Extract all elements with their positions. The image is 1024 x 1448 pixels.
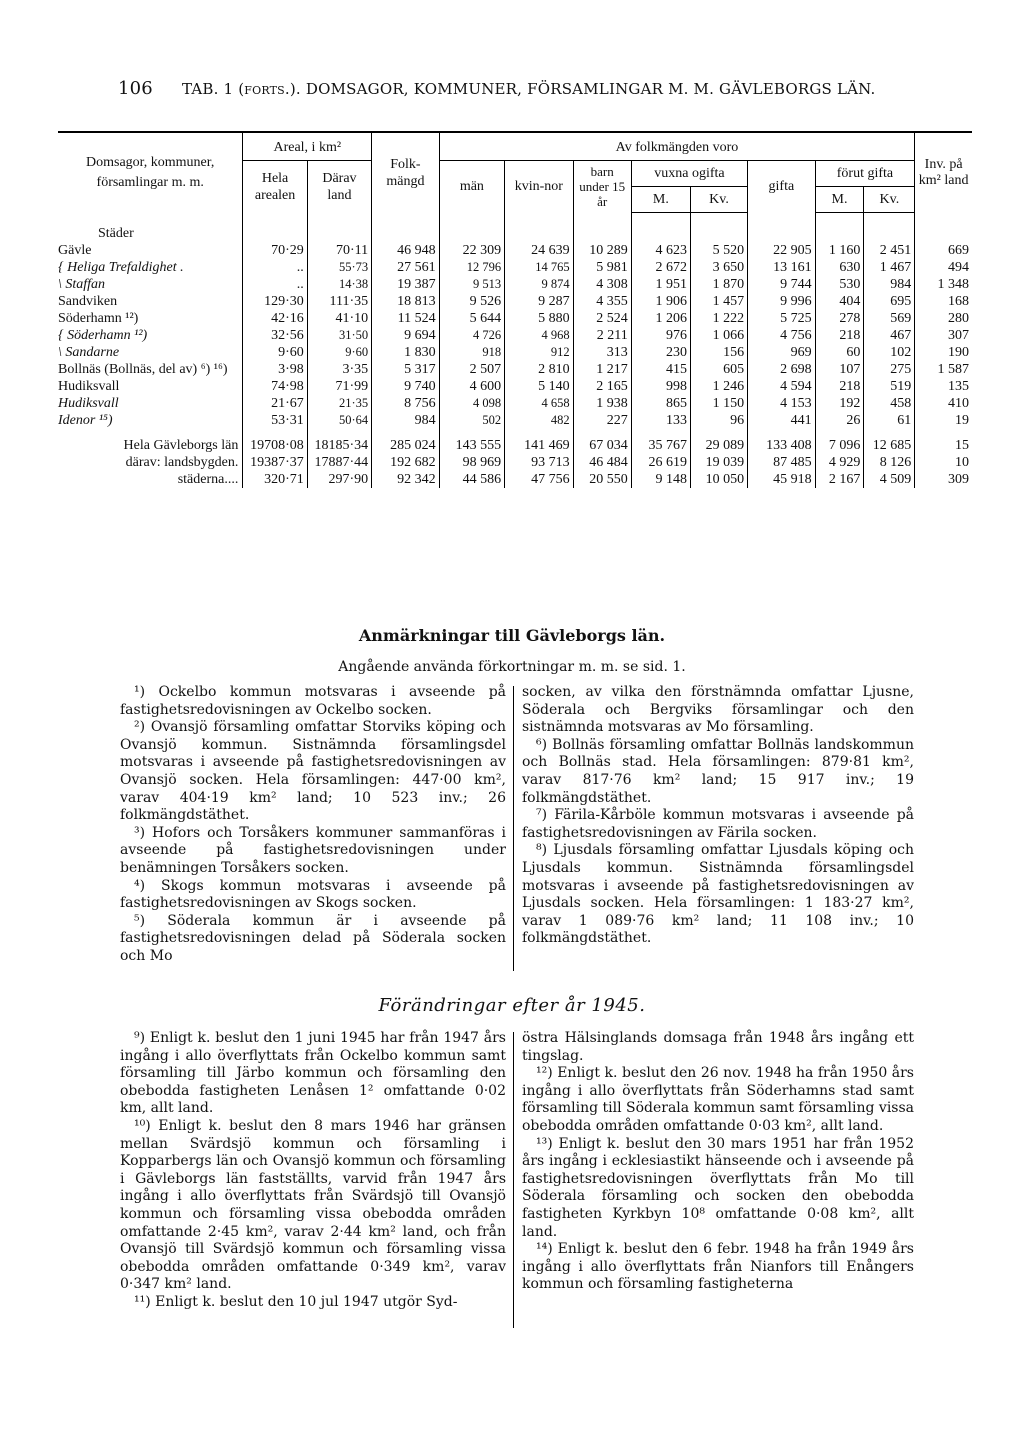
row-value: 320·71 bbox=[243, 471, 307, 488]
table-row bbox=[58, 412, 972, 429]
row-name: därav: landsbygden. bbox=[125, 454, 239, 470]
row-value: 569 bbox=[864, 310, 915, 327]
row-value: 10 050 bbox=[690, 471, 747, 488]
section-row bbox=[58, 213, 972, 242]
row-value: 1 246 bbox=[690, 378, 747, 395]
col-av-folkmangden: Av folkmängden voro bbox=[439, 132, 915, 161]
col-barn: barn under 15 år bbox=[573, 161, 631, 213]
total-row bbox=[58, 429, 972, 454]
row-value: 24 639 bbox=[505, 242, 574, 259]
population-table bbox=[58, 131, 972, 488]
row-value: 111·35 bbox=[307, 293, 371, 310]
notes-right-column bbox=[522, 684, 914, 948]
row-name: \ Staffan bbox=[58, 276, 106, 292]
row-value: 87 485 bbox=[748, 454, 816, 471]
row-value: 19 387 bbox=[372, 276, 440, 293]
row-value: 53·31 bbox=[243, 412, 307, 429]
row-name: städerna.... bbox=[177, 471, 239, 487]
row-value: 2 451 bbox=[864, 242, 915, 259]
row-name: Söderhamn ¹²) bbox=[58, 310, 139, 326]
row-value: 494 bbox=[915, 259, 972, 276]
notes-left-column bbox=[120, 684, 506, 966]
row-value: 4 929 bbox=[815, 454, 864, 471]
change-11-cont: östra Hälsinglands domsaga från 1948 års ingång ett tingslag. bbox=[522, 1030, 914, 1064]
note-3: ³) Hofors och Torsåkers kommuner sammanföras i avseende på fastighetsredovisningen under benämningen Torsåkers socken. bbox=[120, 824, 506, 876]
row-value: 135 bbox=[915, 378, 972, 395]
row-value: 1 206 bbox=[631, 310, 690, 327]
row-value: 4 623 bbox=[631, 242, 690, 259]
row-value: 9 526 bbox=[439, 293, 504, 310]
col-man: män bbox=[439, 161, 504, 213]
row-value: 17887·44 bbox=[307, 454, 371, 471]
row-value: 31·50 bbox=[307, 327, 371, 344]
col-areal: Areal, i km² bbox=[243, 132, 372, 161]
row-value: 192 bbox=[815, 395, 864, 412]
row-value: 67 034 bbox=[573, 429, 631, 454]
row-value: 133 bbox=[631, 412, 690, 429]
row-value: 4 968 bbox=[505, 327, 574, 344]
row-value: 102 bbox=[864, 344, 915, 361]
table-row bbox=[58, 293, 972, 310]
note-5: ⁵) Söderala kommun är i avseende på fastighetsredovisningen delad på Söderala socken och Mo bbox=[120, 912, 506, 964]
row-value: 912 bbox=[505, 344, 574, 361]
row-value: 9 996 bbox=[748, 293, 816, 310]
row-value: 46 484 bbox=[573, 454, 631, 471]
row-value: 2 165 bbox=[573, 378, 631, 395]
row-value: 133 408 bbox=[748, 429, 816, 454]
row-value: 70·29 bbox=[243, 242, 307, 259]
section-label: Städer bbox=[98, 225, 134, 241]
row-value: 11 524 bbox=[372, 310, 440, 327]
note-7: ⁷) Färila-Kårböle kommun motsvaras i avseende på fastighetsredovisningen av Färila socken. bbox=[522, 807, 914, 841]
note-6: ⁶) Bollnäs församling omfattar Bollnäs landskommun och Bollnäs stad. Hela församlingen: 879·81 km², varav 817·76 km² land; 15 917 inv.; 19 folkmängdstäthet. bbox=[522, 736, 914, 806]
row-value: 4 600 bbox=[439, 378, 504, 395]
row-value: 9 694 bbox=[372, 327, 440, 344]
table-row bbox=[58, 361, 972, 378]
row-value: 44 586 bbox=[439, 471, 504, 488]
row-value: 3·98 bbox=[243, 361, 307, 378]
row-value: 192 682 bbox=[372, 454, 440, 471]
row-value: 96 bbox=[690, 412, 747, 429]
note-5-cont: socken, av vilka den förstnämnda omfattar Ljusne, Söderala och Bergviks församlingar och den sistnämnda motsvaras av Mo församling. bbox=[522, 684, 914, 736]
row-value: 2 672 bbox=[631, 259, 690, 276]
row-value: 10 289 bbox=[573, 242, 631, 259]
table-row bbox=[58, 344, 972, 361]
change-13: ¹³) Enligt k. beslut den 30 mars 1951 har från 1952 års ingång i ecklesiastikt hänseende och i avseende på fastighetsredovisningen överflyttats från Mo till Söderala församling och socken den obebodda fastigheten Kyrkbyn 10⁸ omfattande 0·08 km², allt land. bbox=[522, 1135, 914, 1240]
row-value: 969 bbox=[748, 344, 816, 361]
col-forut-kv: Kv. bbox=[864, 187, 915, 213]
row-value: 19708·08 bbox=[243, 429, 307, 454]
row-value: 45 918 bbox=[748, 471, 816, 488]
row-value: 8 126 bbox=[864, 454, 915, 471]
row-value: 46 948 bbox=[372, 242, 440, 259]
note-8: ⁸) Ljusdals församling omfattar Ljusdals köping och Ljusdals kommun. Sistnämnda församlingsdel motsvaras i avseende på fastighetsredovisningen av Ljusdals socken. Hela församlingen: 1 183·27 km², varav 1 089·76 km² land; 11 108 inv.; 10 folkmängdstäthet. bbox=[522, 842, 914, 947]
col-hela: Hela arealen bbox=[243, 161, 307, 213]
row-value: 92 342 bbox=[372, 471, 440, 488]
row-value: 21·67 bbox=[243, 395, 307, 412]
total-row bbox=[58, 471, 972, 488]
row-value: 18185·34 bbox=[307, 429, 371, 454]
table-body bbox=[58, 213, 972, 488]
row-value: 190 bbox=[915, 344, 972, 361]
row-value: 227 bbox=[573, 412, 631, 429]
row-name: Sandviken bbox=[58, 293, 118, 309]
row-value: 9·60 bbox=[243, 344, 307, 361]
row-name: Hudiksvall bbox=[58, 378, 120, 394]
row-value: 5 880 bbox=[505, 310, 574, 327]
total-row bbox=[58, 454, 972, 471]
row-value: 70·11 bbox=[307, 242, 371, 259]
row-value: 280 bbox=[915, 310, 972, 327]
row-name: Bollnäs (Bollnäs, del av) ⁶) ¹⁶) bbox=[58, 361, 228, 377]
row-value: 41·10 bbox=[307, 310, 371, 327]
change-10: ¹⁰) Enligt k. beslut den 8 mars 1946 har gränsen mellan Svärdsjö kommun och församling i Kopparbergs län och Ovansjö kommun och församling i Gävleborgs län fastställts, varvid från 1947 års ingång i allo överflyttats från Svärdsjö till Ovansjö kommun och församling vissa obebodda områden omfattande 2·45 km², varav 2·44 km² land, och från Ovansjö till Svärdsjö kommun och församling vissa obebodda områden omfattande 0·349 km², varav 0·347 km² land. bbox=[120, 1117, 506, 1293]
change-11: ¹¹) Enligt k. beslut den 10 jul 1947 utgör Syd- bbox=[134, 1293, 458, 1310]
row-value: 20 550 bbox=[573, 471, 631, 488]
row-value: 230 bbox=[631, 344, 690, 361]
table-head bbox=[58, 132, 972, 213]
row-value: 313 bbox=[573, 344, 631, 361]
row-value: 467 bbox=[864, 327, 915, 344]
row-value: 26 619 bbox=[631, 454, 690, 471]
row-value: 14 765 bbox=[505, 259, 574, 276]
col-vuxna-kv: Kv. bbox=[690, 187, 747, 213]
row-name: Hela Gävleborgs län bbox=[123, 437, 239, 453]
page-header bbox=[118, 78, 918, 99]
row-value: 9 740 bbox=[372, 378, 440, 395]
row-value: 15 bbox=[915, 429, 972, 454]
col-folkmangd: Folk-mängd bbox=[372, 132, 440, 213]
row-value: 2 810 bbox=[505, 361, 574, 378]
row-value: 1 066 bbox=[690, 327, 747, 344]
row-value: 1 150 bbox=[690, 395, 747, 412]
col-kvinnor: kvin-nor bbox=[505, 161, 574, 213]
row-value: 4 658 bbox=[505, 395, 574, 412]
row-value: 93 713 bbox=[505, 454, 574, 471]
row-value: 1 938 bbox=[573, 395, 631, 412]
note-2: ²) Ovansjö församling omfattar Storviks köping och Ovansjö kommun. Sistnämnda församlingsdel motsvaras i avseende på fastighetsredovisningen av Ovansjö socken. Hela församlingen: 447·00 km², varav 404·19 km² land; 10 523 inv.; 26 folkmängdstäthet. bbox=[120, 719, 506, 824]
row-value: 307 bbox=[915, 327, 972, 344]
row-value: 60 bbox=[815, 344, 864, 361]
row-value: 458 bbox=[864, 395, 915, 412]
row-value: 21·35 bbox=[307, 395, 371, 412]
row-value: 12 796 bbox=[439, 259, 504, 276]
row-value: 71·99 bbox=[307, 378, 371, 395]
row-value: 297·90 bbox=[307, 471, 371, 488]
row-value: 35 767 bbox=[631, 429, 690, 454]
row-value: 22 905 bbox=[748, 242, 816, 259]
row-value: 9 287 bbox=[505, 293, 574, 310]
col-darav: Därav land bbox=[307, 161, 371, 213]
row-value: 8 756 bbox=[372, 395, 440, 412]
row-name: { Heliga Trefaldighet . bbox=[58, 259, 184, 275]
row-value: 2 524 bbox=[573, 310, 631, 327]
row-value: 9 513 bbox=[439, 276, 504, 293]
row-name: Idenor ¹⁵) bbox=[58, 412, 113, 428]
row-name: { Söderhamn ¹²) bbox=[58, 327, 148, 343]
row-value: 984 bbox=[372, 412, 440, 429]
row-value: 519 bbox=[864, 378, 915, 395]
row-value: 669 bbox=[915, 242, 972, 259]
row-value: 5 140 bbox=[505, 378, 574, 395]
row-value: 5 644 bbox=[439, 310, 504, 327]
row-value: 4 308 bbox=[573, 276, 631, 293]
row-value: 18 813 bbox=[372, 293, 440, 310]
row-value: 42·16 bbox=[243, 310, 307, 327]
row-value: 26 bbox=[815, 412, 864, 429]
row-value: 482 bbox=[505, 412, 574, 429]
row-value: 19 bbox=[915, 412, 972, 429]
row-value: 976 bbox=[631, 327, 690, 344]
row-value: 19387·37 bbox=[243, 454, 307, 471]
row-value: 1 951 bbox=[631, 276, 690, 293]
row-value: 98 969 bbox=[439, 454, 504, 471]
row-value: 10 bbox=[915, 454, 972, 471]
row-value: 1 906 bbox=[631, 293, 690, 310]
row-value: 5 981 bbox=[573, 259, 631, 276]
row-value: 4 355 bbox=[573, 293, 631, 310]
row-value: 2 211 bbox=[573, 327, 631, 344]
page-number: 106 bbox=[118, 78, 153, 99]
row-value: 50·64 bbox=[307, 412, 371, 429]
row-value: 4 594 bbox=[748, 378, 816, 395]
col-gifta: gifta bbox=[748, 161, 816, 213]
notes-title: Anmärkningar till Gävleborgs län. bbox=[358, 626, 666, 645]
row-value: 1 348 bbox=[915, 276, 972, 293]
row-value: 74·98 bbox=[243, 378, 307, 395]
changes-right-column bbox=[522, 1030, 914, 1294]
col-forut-m: M. bbox=[815, 187, 864, 213]
row-name: Gävle bbox=[58, 242, 92, 258]
row-value: 285 024 bbox=[372, 429, 440, 454]
row-value: 275 bbox=[864, 361, 915, 378]
row-value: 5 725 bbox=[748, 310, 816, 327]
row-value: 918 bbox=[439, 344, 504, 361]
row-value: .. bbox=[243, 259, 307, 276]
row-value: 630 bbox=[815, 259, 864, 276]
changes-left-column bbox=[120, 1030, 506, 1312]
row-value: 156 bbox=[690, 344, 747, 361]
col-inv: Inv. på km² land bbox=[915, 132, 972, 213]
row-value: 19 039 bbox=[690, 454, 747, 471]
row-value: 5 317 bbox=[372, 361, 440, 378]
row-value: 865 bbox=[631, 395, 690, 412]
col-forut-gifta: förut gifta bbox=[815, 161, 915, 187]
row-value: 1 467 bbox=[864, 259, 915, 276]
row-value: 998 bbox=[631, 378, 690, 395]
row-value: 1 222 bbox=[690, 310, 747, 327]
row-value: 1 160 bbox=[815, 242, 864, 259]
table-title: TAB. 1 (forts.). DOMSAGOR, KOMMUNER, FÖRSAMLINGAR M. M. GÄVLEBORGS LÄN. bbox=[181, 80, 876, 98]
row-value: 309 bbox=[915, 471, 972, 488]
table-row bbox=[58, 395, 972, 412]
table-row bbox=[58, 310, 972, 327]
change-12: ¹²) Enligt k. beslut den 26 nov. 1948 ha från 1950 års ingång i allo överflyttats från Söderhamns stad samt församling till Söderala kommun samt församling vissa obebodda områden omfattande 0·03 km², allt land. bbox=[522, 1065, 915, 1134]
row-value: 107 bbox=[815, 361, 864, 378]
row-value: 27 561 bbox=[372, 259, 440, 276]
row-value: 4 726 bbox=[439, 327, 504, 344]
row-value: 14·38 bbox=[307, 276, 371, 293]
row-value: 695 bbox=[864, 293, 915, 310]
row-value: 61 bbox=[864, 412, 915, 429]
row-value: 5 520 bbox=[690, 242, 747, 259]
row-value: 168 bbox=[915, 293, 972, 310]
row-value: 530 bbox=[815, 276, 864, 293]
table-row bbox=[58, 242, 972, 259]
row-value: 1 830 bbox=[372, 344, 440, 361]
row-value: 129·30 bbox=[243, 293, 307, 310]
row-value: 1 587 bbox=[915, 361, 972, 378]
row-value: 12 685 bbox=[864, 429, 915, 454]
row-value: 9 874 bbox=[505, 276, 574, 293]
row-value: 13 161 bbox=[748, 259, 816, 276]
row-value: 441 bbox=[748, 412, 816, 429]
row-value: 218 bbox=[815, 327, 864, 344]
note-1: ¹) Ockelbo kommun motsvaras i avseende på fastighetsredovisningen av Ockelbo socken. bbox=[120, 684, 506, 718]
row-value: 4 153 bbox=[748, 395, 816, 412]
row-value: 3 650 bbox=[690, 259, 747, 276]
row-value: 141 469 bbox=[505, 429, 574, 454]
row-value: 55·73 bbox=[307, 259, 371, 276]
change-9: ⁹) Enligt k. beslut den 1 juni 1945 har från 1947 års ingång i allo överflyttats från Ockelbo kommun samt församling till Järbo kommun och församling den obebodda fastigheten Lenåsen 1² omfattande 0·02 km, allt land. bbox=[120, 1030, 506, 1117]
row-value: 1 870 bbox=[690, 276, 747, 293]
row-value: 29 089 bbox=[690, 429, 747, 454]
row-value: 3·35 bbox=[307, 361, 371, 378]
row-value: 415 bbox=[631, 361, 690, 378]
row-value: 32·56 bbox=[243, 327, 307, 344]
row-name: Hudiksvall bbox=[58, 395, 119, 411]
row-value: 4 756 bbox=[748, 327, 816, 344]
notes-divider bbox=[513, 686, 514, 971]
row-value: 143 555 bbox=[439, 429, 504, 454]
changes-divider bbox=[513, 1032, 514, 1328]
row-value: 502 bbox=[439, 412, 504, 429]
row-value: .. bbox=[243, 276, 307, 293]
row-name: \ Sandarne bbox=[58, 344, 120, 360]
row-value: 2 167 bbox=[815, 471, 864, 488]
row-value: 9·60 bbox=[307, 344, 371, 361]
row-value: 4 098 bbox=[439, 395, 504, 412]
row-value: 22 309 bbox=[439, 242, 504, 259]
row-value: 9 148 bbox=[631, 471, 690, 488]
row-value: 9 744 bbox=[748, 276, 816, 293]
table-row bbox=[58, 378, 972, 395]
row-value: 218 bbox=[815, 378, 864, 395]
col-vuxna-ogifta: vuxna ogifta bbox=[631, 161, 747, 187]
row-value: 605 bbox=[690, 361, 747, 378]
col-vuxna-m: M. bbox=[631, 187, 690, 213]
row-value: 7 096 bbox=[815, 429, 864, 454]
row-value: 984 bbox=[864, 276, 915, 293]
row-value: 410 bbox=[915, 395, 972, 412]
row-value: 1 457 bbox=[690, 293, 747, 310]
table-row bbox=[58, 259, 972, 276]
note-4: ⁴) Skogs kommun motsvaras i avseende på fastighetsredovisningen av Skogs socken. bbox=[120, 877, 506, 912]
col-units: Domsagor, kommuner, församlingar m. m. bbox=[58, 132, 243, 213]
row-value: 2 698 bbox=[748, 361, 816, 378]
table-row bbox=[58, 276, 972, 293]
row-value: 4 509 bbox=[864, 471, 915, 488]
change-14: ¹⁴) Enligt k. beslut den 6 febr. 1948 ha från 1949 års ingång i allo överflyttats från Nianfors till Enångers kommun och församling fastigheterna bbox=[522, 1241, 914, 1293]
changes-title: Förändringar efter år 1945. bbox=[378, 995, 646, 1016]
row-value: 278 bbox=[815, 310, 864, 327]
row-value: 1 217 bbox=[573, 361, 631, 378]
table-row bbox=[58, 327, 972, 344]
notes-subtitle: Angående använda förkortningar m. m. se sid. 1. bbox=[338, 659, 686, 675]
row-value: 47 756 bbox=[505, 471, 574, 488]
row-value: 2 507 bbox=[439, 361, 504, 378]
row-value: 404 bbox=[815, 293, 864, 310]
